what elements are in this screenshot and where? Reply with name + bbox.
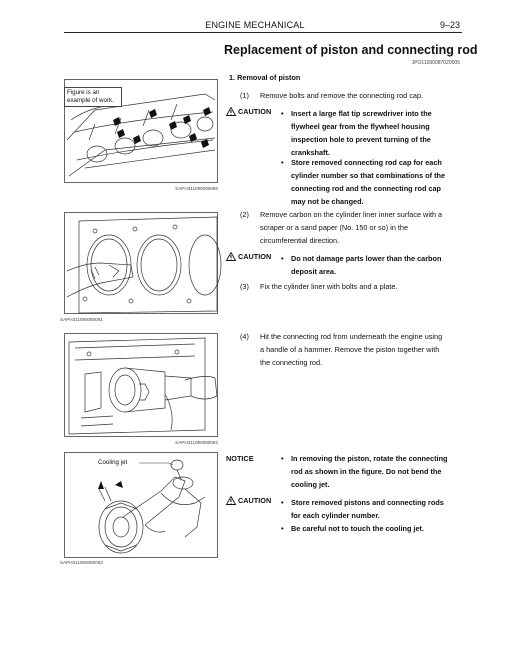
caution-1-label: CAUTION — [238, 107, 272, 116]
figure-2-caption: SAPH311090090061 — [60, 317, 103, 322]
figure-3-caption: SAPH311090090062 — [175, 440, 218, 445]
substep-3-number: (3) — [240, 282, 249, 291]
caution-3-bullet-1: • Store removed pistons and connecting rods for each cylinder number. — [281, 498, 444, 520]
cooling-jet-label: Cooling jet — [98, 459, 128, 466]
substep-4-text: Hit the connecting rod from underneath the engine using a handle of a hammer. Remove the piston together with the connecting rod. — [260, 332, 443, 367]
figure-4 — [64, 452, 218, 558]
caution-1-bullet-1: • Insert a large flat tip screwdriver into the flywheel gear from the flywheel housing inspection hole to prevent turning of the crankshaft. — [281, 109, 432, 157]
warning-triangle-icon — [226, 496, 236, 505]
page-header-title: ENGINE MECHANICAL — [205, 20, 305, 30]
substep-2-number: (2) — [240, 210, 249, 219]
figure-3 — [64, 333, 218, 437]
figure-4-caption: SAPH311090090063 — [60, 560, 103, 565]
figure-1-caption: SAPH311090090060 — [175, 186, 218, 191]
caution-2 — [226, 252, 271, 261]
cooling-jet-illustration — [65, 453, 219, 559]
cylinder-liner-illustration — [65, 213, 219, 315]
section-title: Replacement of piston and connecting rod — [224, 43, 478, 57]
caution-1 — [226, 107, 271, 116]
caution-3 — [226, 496, 271, 505]
substep-1-text: Remove bolts and remove the connecting rod cap. — [260, 91, 424, 100]
notice-label: NOTICE — [226, 454, 254, 463]
figure-1-note: Figure is an example of work. — [64, 87, 122, 107]
caution-2-label: CAUTION — [238, 252, 272, 261]
substep-3-text: Fix the cylinder liner with bolts and a plate. — [260, 282, 398, 291]
caution-3-bullet-2: • Be careful not to touch the cooling jet. — [281, 524, 424, 533]
caution-1-bullet-2: • Store removed connecting rod cap for each cylinder number so that combinations of the connecting rod and the connecting rod cap may not be changed. — [281, 158, 446, 206]
warning-triangle-icon — [226, 107, 236, 116]
figure-2 — [64, 212, 218, 314]
header-divider — [64, 32, 462, 33]
warning-triangle-icon — [226, 252, 236, 261]
step-1-heading: 1. Removal of piston — [229, 73, 301, 82]
substep-2-text: Remove carbon on the cylinder liner inner surface with a scraper or a sand paper (No. 150 or so) in the circumferential direction. — [260, 210, 443, 245]
substep-1-number: (1) — [240, 91, 249, 100]
caution-2-bullet-1: • Do not damage parts lower than the carbon deposit area. — [281, 254, 442, 276]
caution-3-label: CAUTION — [238, 496, 272, 505]
page-number: 9–23 — [439, 20, 460, 30]
section-code: JPO11090087020005 — [411, 60, 460, 66]
piston-removal-illustration — [65, 334, 219, 438]
substep-4-number: (4) — [240, 332, 249, 341]
notice-bullet-1: • In removing the piston, rotate the connecting rod as shown in the figure. Do not bend the cooling jet. — [281, 454, 448, 489]
